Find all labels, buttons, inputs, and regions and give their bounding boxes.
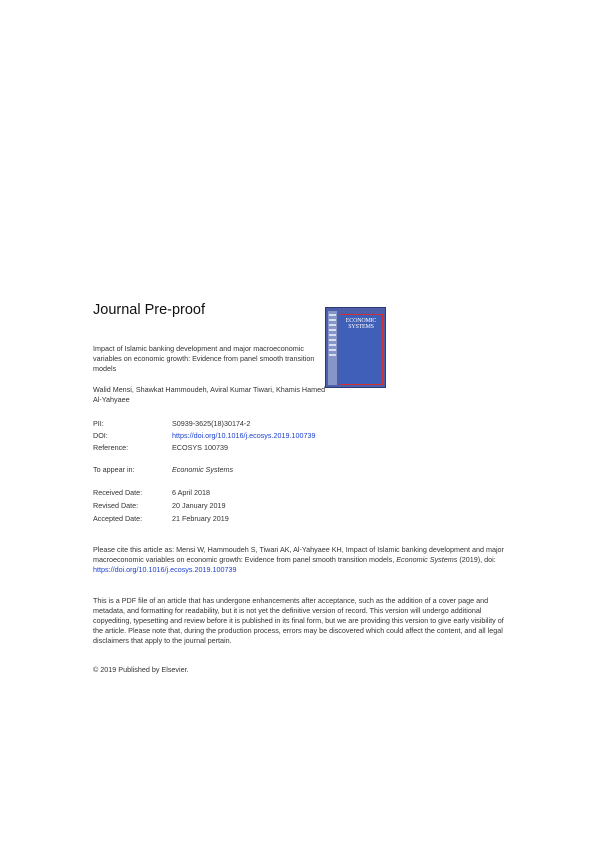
doi-link[interactable]: https://doi.org/10.1016/j.ecosys.2019.100739 bbox=[172, 431, 316, 440]
citation-paragraph bbox=[93, 545, 513, 575]
revised-date: 20 January 2019 bbox=[172, 501, 226, 510]
meta-label: DOI: bbox=[93, 431, 108, 440]
meta-label: Accepted Date: bbox=[93, 514, 143, 523]
meta-label: Received Date: bbox=[93, 488, 143, 497]
journal-cover-image bbox=[325, 307, 386, 388]
meta-label: To appear in: bbox=[93, 465, 135, 474]
citation-doi-label: doi: bbox=[484, 555, 496, 564]
citation-doi-link[interactable]: https://doi.org/10.1016/j.ecosys.2019.100739 bbox=[93, 565, 237, 574]
reference-value: ECOSYS 100739 bbox=[172, 443, 228, 452]
authors: Walid Mensi, Shawkat Hammoudeh, Aviral Kumar Tiwari, Khamis Hamed Al-Yahyaee bbox=[93, 385, 326, 404]
received-date: 6 April 2018 bbox=[172, 488, 210, 497]
journal-title: Journal Pre-proof bbox=[93, 302, 206, 318]
article-title: Impact of Islamic banking development and major macroeconomic variables on economic growth: Evidence from panel smooth transition models bbox=[93, 344, 315, 373]
meta-label: Revised Date: bbox=[93, 501, 139, 510]
accepted-date: 21 February 2019 bbox=[172, 514, 229, 523]
citation-year: (2019), bbox=[459, 555, 483, 564]
cover-spine-decoration bbox=[328, 311, 337, 385]
pii-value: S0939-3625(18)30174-2 bbox=[172, 419, 251, 428]
cover-title: ECONOMIC SYSTEMS bbox=[345, 318, 377, 330]
notice-paragraph: This is a PDF file of an article that has undergone enhancements after acceptance, such as the addition of a cover page and metadata, and formatting for readability, but it is not yet the definitive version of record. This version will undergo additional copyediting, typesetting and review before it is published in its final form, but we are providing this version to give early visibility of the article. Please note that, during the production process, errors may be discovered which could affect the content, and all legal disclaimers that apply to the journal pertain. bbox=[93, 596, 504, 645]
citation-text: Please cite this article as: Mensi W, Hammoudeh S, Tiwari AK, Al-Yahyaee KH, Impact of Islamic banking development and major macroeconomic variables on economic growth: Evidence from panel smooth transition models, bbox=[93, 545, 504, 564]
citation-journal: Economic Systems bbox=[396, 555, 458, 564]
copyright: © 2019 Published by Elsevier. bbox=[93, 665, 189, 674]
meta-label: Reference: bbox=[93, 443, 129, 452]
journal-name: Economic Systems bbox=[172, 465, 234, 474]
meta-label: PII: bbox=[93, 419, 104, 428]
